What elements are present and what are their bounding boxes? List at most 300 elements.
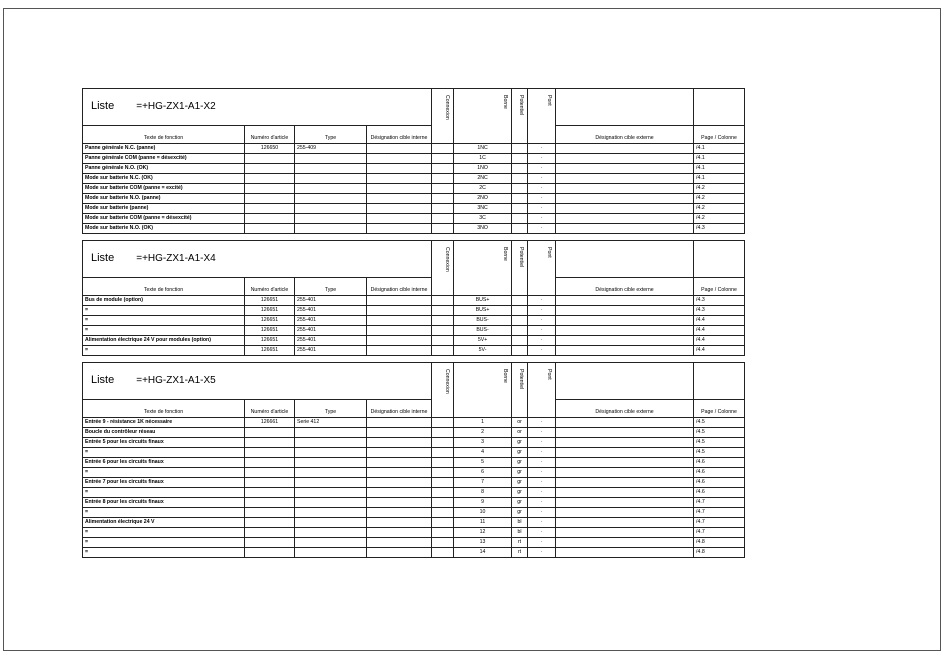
article-number-cell xyxy=(245,508,295,518)
connection-cell xyxy=(432,316,454,326)
list-title xyxy=(83,241,432,278)
external-target-cell xyxy=(556,458,694,468)
potential-header: Potentiel xyxy=(512,89,528,144)
article-number-cell xyxy=(245,164,295,174)
page-column-cell: /4.2 xyxy=(694,184,745,194)
terminal-cell: 4 xyxy=(454,448,512,458)
terminal-cell: 12 xyxy=(454,528,512,538)
bridge-cell: · xyxy=(528,214,556,224)
potential-cell xyxy=(512,194,528,204)
list-label: Liste xyxy=(91,100,115,113)
bridge-cell: · xyxy=(528,306,556,316)
terminal-cell: 3NC xyxy=(454,204,512,214)
function-text-cell: Alimentation électrique 24 V xyxy=(83,518,245,528)
external-target-cell xyxy=(556,144,694,154)
article-number-header: Numéro d'article xyxy=(245,277,295,295)
internal-target-cell xyxy=(367,508,432,518)
internal-target-cell xyxy=(367,448,432,458)
external-target-cell xyxy=(556,498,694,508)
internal-target-cell xyxy=(367,336,432,346)
external-target-header: Désignation cible externe xyxy=(556,277,694,295)
function-text-cell: Entrée 7 pour les circuits finaux xyxy=(83,478,245,488)
terminal-cell: 2NO xyxy=(454,194,512,204)
connection-cell xyxy=(432,418,454,428)
function-text-cell: = xyxy=(83,468,245,478)
article-number-cell xyxy=(245,174,295,184)
article-number-cell xyxy=(245,204,295,214)
potential-cell: gr xyxy=(512,458,528,468)
potential-header: Potentiel xyxy=(512,363,528,418)
article-number-cell xyxy=(245,154,295,164)
type-cell: 255-409 xyxy=(295,144,367,154)
page-column-cell: /4.6 xyxy=(694,458,745,468)
external-target-cell xyxy=(556,418,694,428)
potential-cell xyxy=(512,316,528,326)
connection-cell xyxy=(432,326,454,336)
potential-cell xyxy=(512,336,528,346)
connection-cell xyxy=(432,306,454,316)
page-column-cell: /4.6 xyxy=(694,468,745,478)
table-row xyxy=(83,508,745,518)
list-title xyxy=(83,363,432,400)
terminal-cell: 1NO xyxy=(454,164,512,174)
terminal-cell: 3 xyxy=(454,438,512,448)
article-number-cell xyxy=(245,224,295,234)
external-target-cell xyxy=(556,438,694,448)
type-cell xyxy=(295,478,367,488)
external-target-cell xyxy=(556,548,694,558)
terminal-cell: 6 xyxy=(454,468,512,478)
bridge-cell: · xyxy=(528,164,556,174)
external-target-cell xyxy=(556,528,694,538)
terminal-cell: 3NO xyxy=(454,224,512,234)
terminal-cell: 9 xyxy=(454,498,512,508)
potential-cell: gr xyxy=(512,488,528,498)
table-row xyxy=(83,468,745,478)
connection-cell xyxy=(432,346,454,356)
article-number-cell xyxy=(245,468,295,478)
table-row xyxy=(83,204,745,214)
connection-cell xyxy=(432,498,454,508)
terminal-cell: 2C xyxy=(454,184,512,194)
page-column-cell: /4.6 xyxy=(694,478,745,488)
function-text-cell: Panne générale COM (panne = désexcité) xyxy=(83,154,245,164)
bridge-cell: · xyxy=(528,438,556,448)
page-column-cell: /4.4 xyxy=(694,346,745,356)
external-target-cell xyxy=(556,296,694,306)
page-column-cell: /4.2 xyxy=(694,194,745,204)
potential-cell xyxy=(512,164,528,174)
type-cell xyxy=(295,448,367,458)
function-text-cell: Mode sur batterie COM (panne = désexcité) xyxy=(83,214,245,224)
internal-target-header: Désignation cible interne xyxy=(367,399,432,417)
function-text-cell: Panne générale N.O. (OK) xyxy=(83,164,245,174)
connection-cell xyxy=(432,154,454,164)
external-target-cell xyxy=(556,306,694,316)
potential-cell: or xyxy=(512,428,528,438)
terminal-cell: BUS+ xyxy=(454,306,512,316)
type-cell xyxy=(295,548,367,558)
table-row xyxy=(83,214,745,224)
internal-target-header: Désignation cible interne xyxy=(367,277,432,295)
terminal-cell: 1 xyxy=(454,418,512,428)
internal-target-cell xyxy=(367,184,432,194)
table-row xyxy=(83,224,745,234)
function-text-cell: Entrée 6 pour les circuits finaux xyxy=(83,458,245,468)
connection-header: Connexion xyxy=(432,363,454,418)
bridge-cell: · xyxy=(528,488,556,498)
table-row xyxy=(83,336,745,346)
terminal-cell: 11 xyxy=(454,518,512,528)
external-target-title-blank xyxy=(556,363,694,400)
connection-cell xyxy=(432,528,454,538)
connection-cell xyxy=(432,518,454,528)
list-label: Liste xyxy=(91,374,115,387)
article-number-cell xyxy=(245,478,295,488)
external-target-cell xyxy=(556,508,694,518)
potential-cell: bl xyxy=(512,528,528,538)
type-cell xyxy=(295,184,367,194)
potential-cell: gr xyxy=(512,468,528,478)
terminal-cell: 5V- xyxy=(454,346,512,356)
terminal-cell: BUS+ xyxy=(454,296,512,306)
type-cell: 255-401 xyxy=(295,326,367,336)
article-number-cell: 126651 xyxy=(245,336,295,346)
external-target-header: Désignation cible externe xyxy=(556,399,694,417)
bridge-cell: · xyxy=(528,518,556,528)
bridge-cell: · xyxy=(528,468,556,478)
connection-cell xyxy=(432,214,454,224)
page-column-cell: /4.8 xyxy=(694,548,745,558)
terminal-table xyxy=(82,240,745,356)
internal-target-cell xyxy=(367,478,432,488)
type-cell xyxy=(295,468,367,478)
terminal-cell: BUS- xyxy=(454,316,512,326)
potential-cell xyxy=(512,296,528,306)
table-row xyxy=(83,428,745,438)
internal-target-cell xyxy=(367,174,432,184)
table-row xyxy=(83,296,745,306)
internal-target-cell xyxy=(367,316,432,326)
bridge-cell: · xyxy=(528,296,556,306)
bridge-cell: · xyxy=(528,528,556,538)
terminal-table xyxy=(82,88,745,234)
page-column-cell: /4.4 xyxy=(694,326,745,336)
table-row xyxy=(83,438,745,448)
page-column-cell: /4.2 xyxy=(694,204,745,214)
article-number-cell: 126651 xyxy=(245,296,295,306)
type-cell xyxy=(295,458,367,468)
table-row xyxy=(83,346,745,356)
article-number-cell: 126661 xyxy=(245,418,295,428)
table-row xyxy=(83,194,745,204)
function-text-cell: Mode sur batterie N.O. (OK) xyxy=(83,224,245,234)
page-column-cell: /4.1 xyxy=(694,144,745,154)
internal-target-cell xyxy=(367,306,432,316)
page-column-cell: /4.3 xyxy=(694,296,745,306)
connection-cell xyxy=(432,204,454,214)
external-target-header: Désignation cible externe xyxy=(556,125,694,143)
bridge-header: Pont xyxy=(528,89,556,144)
connection-cell xyxy=(432,336,454,346)
connection-cell xyxy=(432,184,454,194)
connection-cell xyxy=(432,174,454,184)
potential-cell: gr xyxy=(512,478,528,488)
type-cell: 255-401 xyxy=(295,316,367,326)
terminal-header: Borne xyxy=(454,363,512,418)
bridge-cell: · xyxy=(528,326,556,336)
connection-cell xyxy=(432,548,454,558)
bridge-cell: · xyxy=(528,204,556,214)
internal-target-cell xyxy=(367,418,432,428)
table-row xyxy=(83,184,745,194)
function-text-cell: = xyxy=(83,528,245,538)
connection-header: Connexion xyxy=(432,89,454,144)
bridge-cell: · xyxy=(528,418,556,428)
type-cell xyxy=(295,194,367,204)
page-column-cell: /4.1 xyxy=(694,174,745,184)
page-column-cell: /4.1 xyxy=(694,164,745,174)
bridge-cell: · xyxy=(528,336,556,346)
table-row xyxy=(83,498,745,508)
external-target-cell xyxy=(556,428,694,438)
article-number-cell xyxy=(245,548,295,558)
terminal-cell: 5V+ xyxy=(454,336,512,346)
article-number-cell xyxy=(245,528,295,538)
page-column-title-blank xyxy=(694,89,745,126)
type-header: Type xyxy=(295,399,367,417)
type-cell xyxy=(295,154,367,164)
potential-cell: rt xyxy=(512,548,528,558)
page-column-cell: /4.7 xyxy=(694,528,745,538)
connection-cell xyxy=(432,428,454,438)
function-text-cell: Mode sur batterie (panne) xyxy=(83,204,245,214)
terminal-cell: 14 xyxy=(454,548,512,558)
connection-cell xyxy=(432,224,454,234)
type-cell: Serie 412 xyxy=(295,418,367,428)
potential-cell xyxy=(512,224,528,234)
list-label: Liste xyxy=(91,252,115,265)
external-target-cell xyxy=(556,478,694,488)
list-reference: =+HG-ZX1-A1-X5 xyxy=(136,375,216,387)
type-cell xyxy=(295,224,367,234)
potential-cell xyxy=(512,326,528,336)
type-cell xyxy=(295,508,367,518)
type-cell xyxy=(295,488,367,498)
article-number-cell xyxy=(245,538,295,548)
terminal-header: Borne xyxy=(454,89,512,144)
internal-target-cell xyxy=(367,428,432,438)
function-text-cell: Alimentation électrique 24 V pour modules (option) xyxy=(83,336,245,346)
potential-cell xyxy=(512,154,528,164)
internal-target-cell xyxy=(367,194,432,204)
function-text-cell: = xyxy=(83,538,245,548)
type-cell xyxy=(295,214,367,224)
bridge-cell: · xyxy=(528,346,556,356)
table-row xyxy=(83,306,745,316)
type-cell xyxy=(295,428,367,438)
article-number-header: Numéro d'article xyxy=(245,125,295,143)
bridge-header: Pont xyxy=(528,241,556,296)
table-row xyxy=(83,418,745,428)
internal-target-cell xyxy=(367,214,432,224)
external-target-cell xyxy=(556,316,694,326)
external-target-cell xyxy=(556,346,694,356)
type-header: Type xyxy=(295,125,367,143)
table-row xyxy=(83,448,745,458)
external-target-cell xyxy=(556,538,694,548)
function-text-cell: = xyxy=(83,346,245,356)
external-target-cell xyxy=(556,174,694,184)
external-target-title-blank xyxy=(556,241,694,278)
table-row xyxy=(83,488,745,498)
terminal-cell: 13 xyxy=(454,538,512,548)
bridge-cell: · xyxy=(528,498,556,508)
page-column-cell: /4.7 xyxy=(694,508,745,518)
connection-cell xyxy=(432,478,454,488)
page-column-cell: /4.7 xyxy=(694,518,745,528)
connection-cell xyxy=(432,144,454,154)
external-target-cell xyxy=(556,448,694,458)
type-cell: 255-401 xyxy=(295,296,367,306)
potential-cell xyxy=(512,184,528,194)
article-number-cell xyxy=(245,194,295,204)
table-row xyxy=(83,528,745,538)
article-number-header: Numéro d'article xyxy=(245,399,295,417)
function-text-cell: = xyxy=(83,316,245,326)
type-cell xyxy=(295,528,367,538)
function-text-header: Texte de fonction xyxy=(83,399,245,417)
article-number-cell xyxy=(245,214,295,224)
bridge-cell: · xyxy=(528,458,556,468)
page-column-header: Page / Colonne xyxy=(694,399,745,417)
terminal-list-1 xyxy=(82,88,744,234)
external-target-cell xyxy=(556,468,694,478)
page-column-cell: /4.1 xyxy=(694,154,745,164)
function-text-cell: Mode sur batterie N.O. (panne) xyxy=(83,194,245,204)
connection-cell xyxy=(432,458,454,468)
table-row xyxy=(83,316,745,326)
table-row xyxy=(83,548,745,558)
potential-cell xyxy=(512,214,528,224)
function-text-cell: = xyxy=(83,488,245,498)
article-number-cell xyxy=(245,498,295,508)
external-target-cell xyxy=(556,214,694,224)
table-row xyxy=(83,538,745,548)
terminal-cell: 5 xyxy=(454,458,512,468)
table-row xyxy=(83,174,745,184)
terminal-cell: 8 xyxy=(454,488,512,498)
internal-target-cell xyxy=(367,204,432,214)
terminal-list-2 xyxy=(82,240,744,356)
article-number-cell xyxy=(245,438,295,448)
potential-cell xyxy=(512,144,528,154)
internal-target-cell xyxy=(367,518,432,528)
potential-cell: gr xyxy=(512,448,528,458)
external-target-title-blank xyxy=(556,89,694,126)
bridge-cell: · xyxy=(528,316,556,326)
internal-target-cell xyxy=(367,296,432,306)
internal-target-cell xyxy=(367,346,432,356)
internal-target-cell xyxy=(367,164,432,174)
function-text-cell: = xyxy=(83,548,245,558)
terminal-cell: 3C xyxy=(454,214,512,224)
external-target-cell xyxy=(556,154,694,164)
page-column-header: Page / Colonne xyxy=(694,125,745,143)
function-text-cell: = xyxy=(83,326,245,336)
page-column-cell: /4.3 xyxy=(694,224,745,234)
external-target-cell xyxy=(556,336,694,346)
page-column-cell: /4.7 xyxy=(694,498,745,508)
bridge-cell: · xyxy=(528,174,556,184)
page-column-cell: /4.4 xyxy=(694,316,745,326)
potential-cell: gr xyxy=(512,498,528,508)
internal-target-cell xyxy=(367,498,432,508)
potential-cell: or xyxy=(512,418,528,428)
bridge-cell: · xyxy=(528,538,556,548)
page-column-cell: /4.3 xyxy=(694,306,745,316)
internal-target-cell xyxy=(367,438,432,448)
external-target-cell xyxy=(556,518,694,528)
internal-target-cell xyxy=(367,548,432,558)
potential-cell: rt xyxy=(512,538,528,548)
connection-cell xyxy=(432,468,454,478)
potential-cell xyxy=(512,174,528,184)
function-text-cell: Bus de module (option) xyxy=(83,296,245,306)
external-target-cell xyxy=(556,194,694,204)
list-title xyxy=(83,89,432,126)
potential-header: Potentiel xyxy=(512,241,528,296)
bridge-cell: · xyxy=(528,154,556,164)
internal-target-cell xyxy=(367,458,432,468)
internal-target-cell xyxy=(367,538,432,548)
table-row xyxy=(83,518,745,528)
external-target-cell xyxy=(556,224,694,234)
function-text-cell: = xyxy=(83,448,245,458)
page-column-cell: /4.5 xyxy=(694,418,745,428)
terminal-cell: 10 xyxy=(454,508,512,518)
connection-cell xyxy=(432,438,454,448)
list-reference: =+HG-ZX1-A1-X4 xyxy=(136,253,216,265)
terminal-table xyxy=(82,362,745,558)
internal-target-cell xyxy=(367,326,432,336)
type-cell xyxy=(295,174,367,184)
function-text-cell: Mode sur batterie N.C. (OK) xyxy=(83,174,245,184)
potential-cell: gr xyxy=(512,508,528,518)
function-text-cell: Entrée 5 pour les circuits finaux xyxy=(83,438,245,448)
page-column-cell: /4.4 xyxy=(694,336,745,346)
table-row xyxy=(83,154,745,164)
page-column-cell: /4.8 xyxy=(694,538,745,548)
article-number-cell xyxy=(245,184,295,194)
function-text-header: Texte de fonction xyxy=(83,125,245,143)
bridge-cell: · xyxy=(528,224,556,234)
bridge-cell: · xyxy=(528,548,556,558)
page-column-title-blank xyxy=(694,241,745,278)
external-target-cell xyxy=(556,164,694,174)
table-row xyxy=(83,326,745,336)
connection-header: Connexion xyxy=(432,241,454,296)
article-number-cell xyxy=(245,428,295,438)
page-column-cell: /4.5 xyxy=(694,448,745,458)
bridge-cell: · xyxy=(528,144,556,154)
internal-target-cell xyxy=(367,144,432,154)
terminal-cell: 1NC xyxy=(454,144,512,154)
internal-target-header: Désignation cible interne xyxy=(367,125,432,143)
article-number-cell: 126651 xyxy=(245,326,295,336)
list-reference: =+HG-ZX1-A1-X2 xyxy=(136,101,216,113)
internal-target-cell xyxy=(367,468,432,478)
